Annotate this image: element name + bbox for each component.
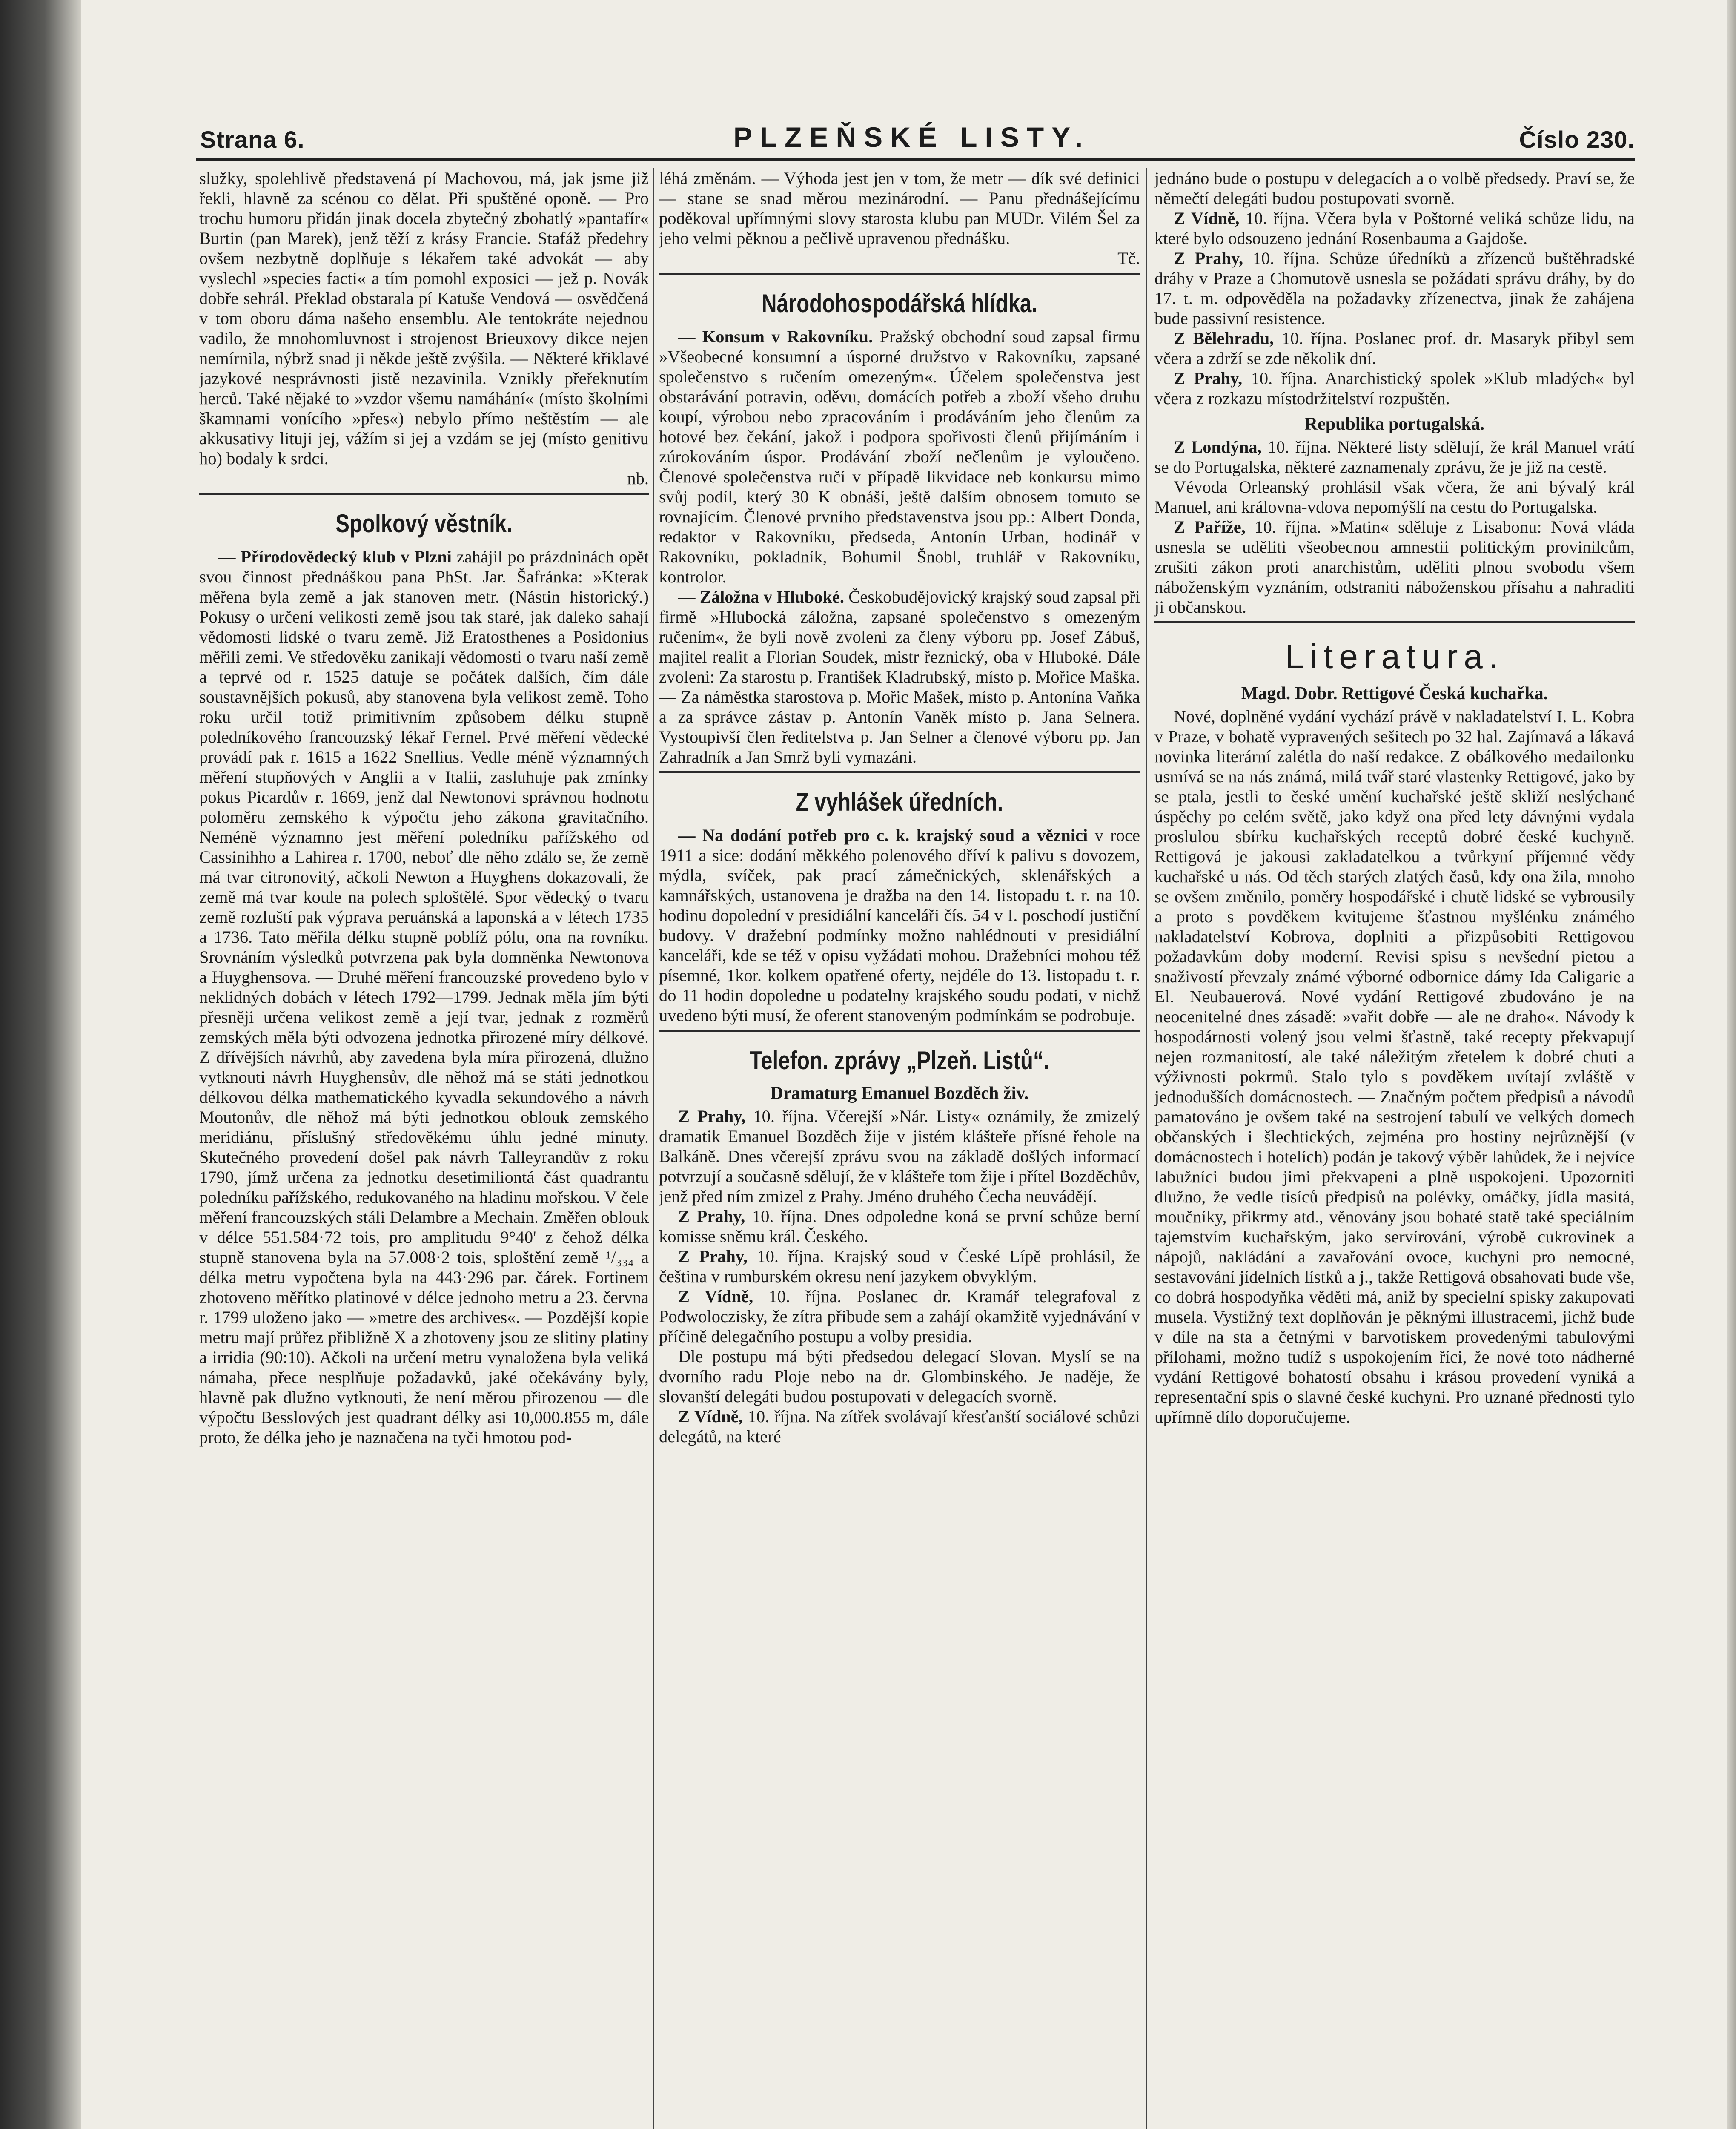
section-rule (659, 273, 1140, 275)
telegram-12: Vévoda Orleanský prohlásil však včera, že ani bývalý král Manuel, ani královna-vdova nepomýšlí na cestu do Portugalska. (1154, 477, 1635, 516)
telegram-5: Dle postupu má býti předsedou delegací Slovan. Myslí se na dvorního radu Ploje nebo na dr. Glombinského. Je naděje, že slovanští delegáti budou postupovati v delegacích svorně. (659, 1347, 1140, 1406)
telegram-3 (659, 1246, 1140, 1286)
scan-edge (1727, 0, 1736, 2129)
column-1 (199, 168, 649, 2129)
telegram-1 (659, 1106, 1140, 1206)
telegram-3-lead: Z Prahy, (678, 1247, 748, 1266)
article-zalozna-lead: — Záložna v Hluboké. (678, 587, 844, 606)
subheading-kucharka: Magd. Dobr. Rettigové Česká kuchařka. (1241, 684, 1548, 703)
section-rule (1154, 621, 1635, 623)
telegram-9-lead: Z Bělehradu, (1174, 329, 1274, 348)
newspaper-title: PLZEŇSKÉ LISTY. (733, 121, 1091, 153)
article-klub-lead: — Přírodovědecký klub v Plzni (218, 547, 452, 566)
column-2 (659, 168, 1140, 2129)
article-konsum (659, 327, 1140, 587)
telegram-13-lead: Z Paříže, (1174, 517, 1246, 537)
section-heading-literatura: Literatura. (1285, 637, 1504, 675)
telegram-2-lead: Z Prahy, (678, 1207, 745, 1226)
telegram-2-text: 10. října. Dnes odpoledne koná se první schůze berní komisse sněmu král. Českého. (659, 1207, 1140, 1246)
column-3 (1154, 168, 1635, 2129)
telegram-10 (1154, 368, 1635, 408)
telegram-2 (659, 1206, 1140, 1246)
article-kucharka-text: Nové, doplněné vydání vychází právě v nakladatelství I. L. Kobra v Praze, v bohatě vypravených sešitech po 32 hal. Zajímavá a lákavá novinka literární zalétla do naší redakce. Z obálkového medailonku usmívá se na nás známá, milá tvář staré vlastenky Rettigové, jako by se ptala, jestli to české umění kuchařské ještě skliží neslýchané úspěchy po celém světě, jako když ona před lety dávnými vydala proslulou sbírku kuchařských receptů dobré české kuchyně. Rettigová je jakousi zakladatelkou a tvůrkyní příjemné vědy kuchařské u nás. Od těch starých zlatých časů, kdy ona žila, mnoho se ovšem změnilo, poměry hospodářské i chutě lidské se vybrousily a proto s povděkem kvitujeme šťastnou myšlénku známého nakladatelství Kobrova, doplniti a přizpůsobiti Rettigovou požadavkům doby moderní. Revisi spisu s nevšední pietou a snaživostí převzaly známé výborné odbornice dámy Ida Caligarie a El. Neubauerová. Nové vydání Rettigové zbudováno je na neocenitelné dnes zásadě: »vařit dobře — ale ne draho«. Návody k hospodárnosti volený jsou velmi šťastně, také recepty překvapují nejen rozmanitostí, ale také náležitým zřetelem k dobré chuti a výživnosti pokrmů. Stalo tylo s povděkem uvítají zvláště v jednodušších domácnostech. — Značným počtem předpisů a návodů pamatováno je ovšem také na sestrojení tabulí ve velkých domech občanských i šlechtických, zejména pro hostiny nejrůznější (v domácnostech i hotelích) podán je takový výběr lahůdek, že i nejvíce labužníci budou jimi překvapeni a plně uspokojeni. Upozorniti dlužno, že vedle tisíců předpisů na polévky, omáčky, jídla masitá, moučníky, přikrmy atd., věnovány jsou bohaté statě také speciálním tajemstvím kuchařským, jako servírování, výrobě cukrovinek a nápojů, nakládání a zavařování ovoce, kuchyni pro nemocné, sestavování jídelních lístků a j., takže Rettigová obsahovati bude vše, co dobrá hospodyňka věděti má, aniž by specielní spisky zakupovati musela. Vystižný text doplňován je pěknými illustracemi, jichž bude v díle na sta a četnými v barvotiskem provedenými tabulovými přílohami, možno tudíž s uspokojením říci, že nové toto nádherné vydání Rettigové bohatostí obsahu i krásou provedení vyniká a representační spis o slavné české kuchyni. Pro uznané přednosti tylo upřímně dílo doporučujeme. (1154, 707, 1635, 1426)
telegram-8-text: 10. října. Schůze úředníků a zřízenců buštěhradské dráhy v Praze a Chomutově usnesla se požádati správu dráhy, by do 17. t. m. odpověděla na požadavky zřízenectva, jinak že zahájena bude passivní resistence. (1154, 249, 1635, 328)
masthead (200, 106, 1635, 153)
masthead-rule (196, 158, 1635, 161)
telegram-1-lead: Z Prahy, (678, 1107, 746, 1126)
telegram-6-text: 10. října. Na zítřek svolávají křesťanští sociálové schůzi delegátů, na které (659, 1407, 1140, 1446)
theatre-review-text: služky, spolehlivě představená pí Machovou, má, jak jsme již řekli, hlavně za scénou co dělat. Při spuštěné oponě. — Pro trochu humoru přidán jinak docela zbytečný zbohatlý »pantafír« Burtin (pan Marek), jenž těží z krásy Francie. Stafáž předehry ovšem nezbytně doplňuje s lékařem také advokát — aby vyslechl »species facti« a tím pomohl exposici — jež p. Novák dobře sehrál. Překlad obstarala pí Katuše Vendová — osvědčená v tom oboru dáma našeho ensemblu. Ale tentokráte nejednou vadilo, že mnohomluvnost i strojenost Brieuxovy dikce nejen nemírnila, nýbrž snad ji někde ještě zvýšila. — Některé křiklavé jazykové nesprávnosti jistě nezavinila. Vznikly přeřeknutím herců. Také nějaké to »vzdor všemu namáhání« (místo školními škamnami vonícího »přes«) nebylo přímo neštěstím — ale akkusativy lituji jej, vážím si jej a vzdám se jej (místo genitivu ho) bodaly k srdci. (199, 169, 649, 468)
telegram-1-text: 10. října. Včerejší »Nár. Listy« oznámily, že zmizelý dramatik Emanuel Bozděch žije v jistém klášteře přísné řehole na Balkáně. Dnes včerejší zprávu svou na základě došlých informací potvrzují a současně sdělují, že v klášteře tom žije i přítel Bozděchův, jenž před ním zmizel z Prahy. Jméno druhého Čecha neuvádějí. (659, 1107, 1140, 1206)
article-zalozna-text: Českobudějovický krajský soud zapsal při firmě »Hlubocká záložna, zapsané společenstvo s omezeným ručením«, že byli nově zvoleni za členy výboru pp. Josef Zábuš, majitel realit a Florian Soudek, mistr řeznický, oba v Hluboké. Dále zvoleni: Za starostu p. František Kladrubský, místo p. Mořice Maška. — Za náměstka starostova p. Mořic Mašek, místo p. Antonína Vaňka a za správce zástav p. Antonín Vaněk místo p. Jana Selnera. Vystoupivší člen ředitelstva p. Jan Selner a členové výboru pp. Jan Zahradník a Jan Smrž byli vymazáni. (659, 587, 1140, 766)
article-zalozna (659, 587, 1140, 767)
telegram-4-text: 10. října. Poslanec dr. Kramář telegrafoval z Podwoloczisky, že zítra přibude sem a zahájí okamžitě vyjednávání v příčině delegačního postupu a volby presidia. (659, 1287, 1140, 1346)
telegram-11 (1154, 437, 1635, 477)
telegram-7-text: 10. října. Včera byla v Poštorné veliká schůze lidu, na které bylo odsouzeno jednání Rosenbauma a Gajdoše. (1154, 209, 1635, 248)
article-dodani (659, 825, 1140, 1025)
subheading-bozdech: Dramaturg Emanuel Bozděch živ. (770, 1084, 1029, 1103)
telegram-6-continued: jednáno bude o postupu v delegacích a o volbě předsedy. Praví se, že němečtí delegáti budou postupovati svorně. (1154, 169, 1635, 208)
klub-signature: Tč. (1117, 249, 1140, 268)
telegram-11-lead: Z Londýna, (1174, 437, 1262, 456)
column-rule-1 (653, 168, 654, 2129)
telegram-7 (1154, 208, 1635, 248)
column-rule-2 (1146, 168, 1147, 2129)
telegram-6-lead: Z Vídně, (678, 1407, 743, 1426)
section-rule (199, 493, 649, 495)
page-number: Strana 6. (200, 126, 305, 153)
issue-number: Číslo 230. (1519, 126, 1635, 153)
telegram-7-lead: Z Vídně, (1174, 209, 1240, 228)
review-signature: nb. (627, 469, 649, 488)
telegram-8-lead: Z Prahy, (1174, 249, 1243, 268)
telegram-9 (1154, 328, 1635, 368)
telegram-11-text: 10. října. Některé listy sdělují, že král Manuel vrátí se do Portugalska, některé zaznamenaly zprávu, že je již na cestě. (1154, 437, 1635, 476)
telegram-10-text: 10. října. Anarchistický spolek »Klub mladých« byl včera z rozkazu místodržitelství rozpuštěn. (1154, 369, 1635, 408)
section-heading-narodohospodarska: Národohospodářská hlídka. (762, 289, 1037, 318)
telegram-13 (1154, 517, 1635, 617)
section-heading-vyhlasek: Z vyhlášek úředních. (796, 788, 1003, 816)
telegram-3-text: 10. října. Krajský soud v České Lípě prohlásil, že čeština v rumburském okresu není jazykem obvyklým. (659, 1247, 1140, 1286)
article-klub-text: zahájil po prázdninách opět svou činnost přednáškou pana PhSt. Jar. Šafránka: »Kterak měřena byla země a jak stanoven metr. (Nástin historický.) Pokusy o určení velikosti země jsou tak staré, jak daleko sahají vědomosti lidské o tvaru země. Již Eratosthenes a Posidonius měřili zemi. Ve středověku zanikají vědomosti o tvaru naší země a teprvé od r. 1525 datuje se počátek dalších, čím dále soustavnějších pokusů, aby stanovena byla velikost země. Toho roku určil totiž primitivním způsobem délku stupně poledníkového francouzský lékař Fernel. Prvé měření vědecké provádí pak r. 1615 a 1622 Snellius. Vedle méně významných měření stupňových v Anglii a v Italii, zasluhuje pak zmínky pokus Picardův r. 1669, jenž dal Newtonovi správnou hodnotu poloměru zemského k výpočtu jeho zákona gravitačního. Neméně významno jest měření poledníku pařížského od Cassinihho a Lahirea r. 1700, neboť dle něho zdálo se, že země má tvar citronovitý, ačkoli Newton a Huyghens dokazovali, že země má tvar koule na polech sploštělé. Spor vědecký o tvaru země rozluští pak výprava peruánská a laponská a v létech 1735 a 1736. Tato měřila délku stupně poblíž pólu, ona na rovníku. Srovnáním výsledků potvrzena pak byla domněnka Newtonova a Huyghensova. — Druhé měření francouzské provedeno bylo v neklidných dobách v létech 1792—1799. Jednak měla jím býti přesněji určena velikost země a její tvar, jednak z rozměrů zemských měla býti odvozena jednotka přirozené míry délkové. Z dřívějších návrhů, aby zavedena byla míra přirozená, dlužno vytknouti návrh Huyghensův, dle něhož má se státi jednotkou délkovou délka mathematického kyvadla sekundového a návrh Moutonův, dle něhož má býti jednotkou oblouk zemského meridiánu, příslušný středověkému úhlu jedné minuty. Skutečného provedení došel pak návrh Talleyrandův z roku 1790, jímž určena za jednotku desetimiliontá část quadrantu poledníku pařížského, redukovaného na hladinu mořskou. V čele měření francouzských stáli Delambre a Mechain. Změřen oblouk v délce 551.584·72 tois, pro amplitudu 9°40' z čehož délka stupně stanovena byla na 57.008·2 tois, sploštění země ¹/₃₃₄ a délka metru vypočtena byla na 443·296 par. čárek. Fortinem zhotoveno měřítko platinové v délce jednoho metru a 23. června r. 1799 uloženo jako — »metre des archives«. — Pozdější kopie metru mají průřez přibližně X a zhotoveny jsou ze slitiny platiny a irridia (90:10). Ačkoli na určení metru vynaložena byla veliká námaha, přece nesplňuje požadavků, jaké očekávány byly, hlavně pak dlužno vytknouti, že není měrou přirozenou — dle výpočtu Besslových jest quadrant délky asi 10,000.855 m, dále proto, že délka jeho je naznačena na tyči hmotou pod- (199, 547, 649, 1447)
telegram-4-lead: Z Vídně, (678, 1287, 753, 1306)
telegram-13-text: 10. října. »Matin« sděluje z Lisabonu: Nová vláda usnesla se uděliti všeobecnou amnestii politickým provinilcům, zrušiti zákon proti anarchistům, uděliti plnou svobodu všem náboženským vyznáním, odstraniti náboženskou přísahu a nahraditi ji občanskou. (1154, 517, 1635, 617)
telegram-6 (659, 1406, 1140, 1446)
article-klub-continued: léhá změnám. — Výhoda jest jen v tom, že metr — dík své definici — stane se snad měrou mezinárodní. — Panu přednášejícímu poděkoval upřímnými slovy starosta klubu pan MUDr. Vilém Šel za jeho velmi pěknou a pečlivě upravenou přednášku. (659, 169, 1140, 248)
article-dodani-text: v roce 1911 a sice: dodání měkkého polenového dříví k palivu s dovozem, mýdla, svíček, pak prací zámečnických, sklenářských a kamnářských, ustanovena je dražba na den 14. listopadu t. r. na 10. hodinu dopolední v presidiální kanceláři čís. 54 v I. poschodí justiční budovy. V dražební podmínky možno nahlédnouti v presidiální kanceláři, kde se též v opisu vyžádati mohou. Dražebníci mohou též písemné, 1kor. kolkem opatřené oferty, nejdéle do 13. listopadu t. r. do 11 hodin dopoledne u podatelny krajského soudu podati, v nichž uvedeno býti musí, že oferent stanoveným podmínkám se podrobuje. (659, 826, 1140, 1025)
article-dodani-lead: — Na dodání potřeb pro c. k. krajský soud a věznici (678, 826, 1088, 845)
section-rule (659, 1030, 1140, 1032)
telegram-9-text: 10. října. Poslanec prof. dr. Masaryk přibyl sem včera a zdrží se zde několik dní. (1154, 329, 1635, 368)
telegram-4 (659, 1286, 1140, 1346)
telegram-8 (1154, 248, 1635, 328)
article-konsum-text: Pražský obchodní soud zapsal firmu »Všeobecné konsumní a úsporné družstvo v Rakovníku, zapsané společenstvo s ručením omezeným«. Účelem společenstva jest obstarávání potravin, oděvu, domácích potřeb a zboží všeho druhu koupí, výrobou nebo zpracováním i prodáváním jeho členům za hotové bez čekání, jakož i podpora spořivosti členů přijímáním i zúrokováním úspor. Prodávání zboží nečlenům je vyloučeno. Členové společenstva ručí v případě likvidace neb konkursu mimo svůj podíl, který 30 K obnáší, ještě dalším obnosem tomuto se rovnajícím. Členové prvního představenstva jsou pp.: Albert Donda, redaktor v Rakovníku, předseda, Antonín Urban, hodinář v Rakovníku, pokladník, Bohumil Šnobl, truhlář v Rakovníku, kontrolor. (659, 327, 1140, 586)
subheading-portugal: Republika portugalská. (1304, 414, 1485, 434)
article-klub (199, 547, 649, 1447)
telegram-10-lead: Z Prahy, (1174, 369, 1243, 388)
section-heading-spolkovy: Spolkový věstník. (335, 509, 513, 538)
scan-gutter (0, 0, 81, 2129)
section-heading-telefon: Telefon. zprávy „Plzeň. Listů“. (749, 1046, 1050, 1075)
article-konsum-lead: — Konsum v Rakovníku. (678, 327, 873, 346)
section-rule (659, 771, 1140, 773)
